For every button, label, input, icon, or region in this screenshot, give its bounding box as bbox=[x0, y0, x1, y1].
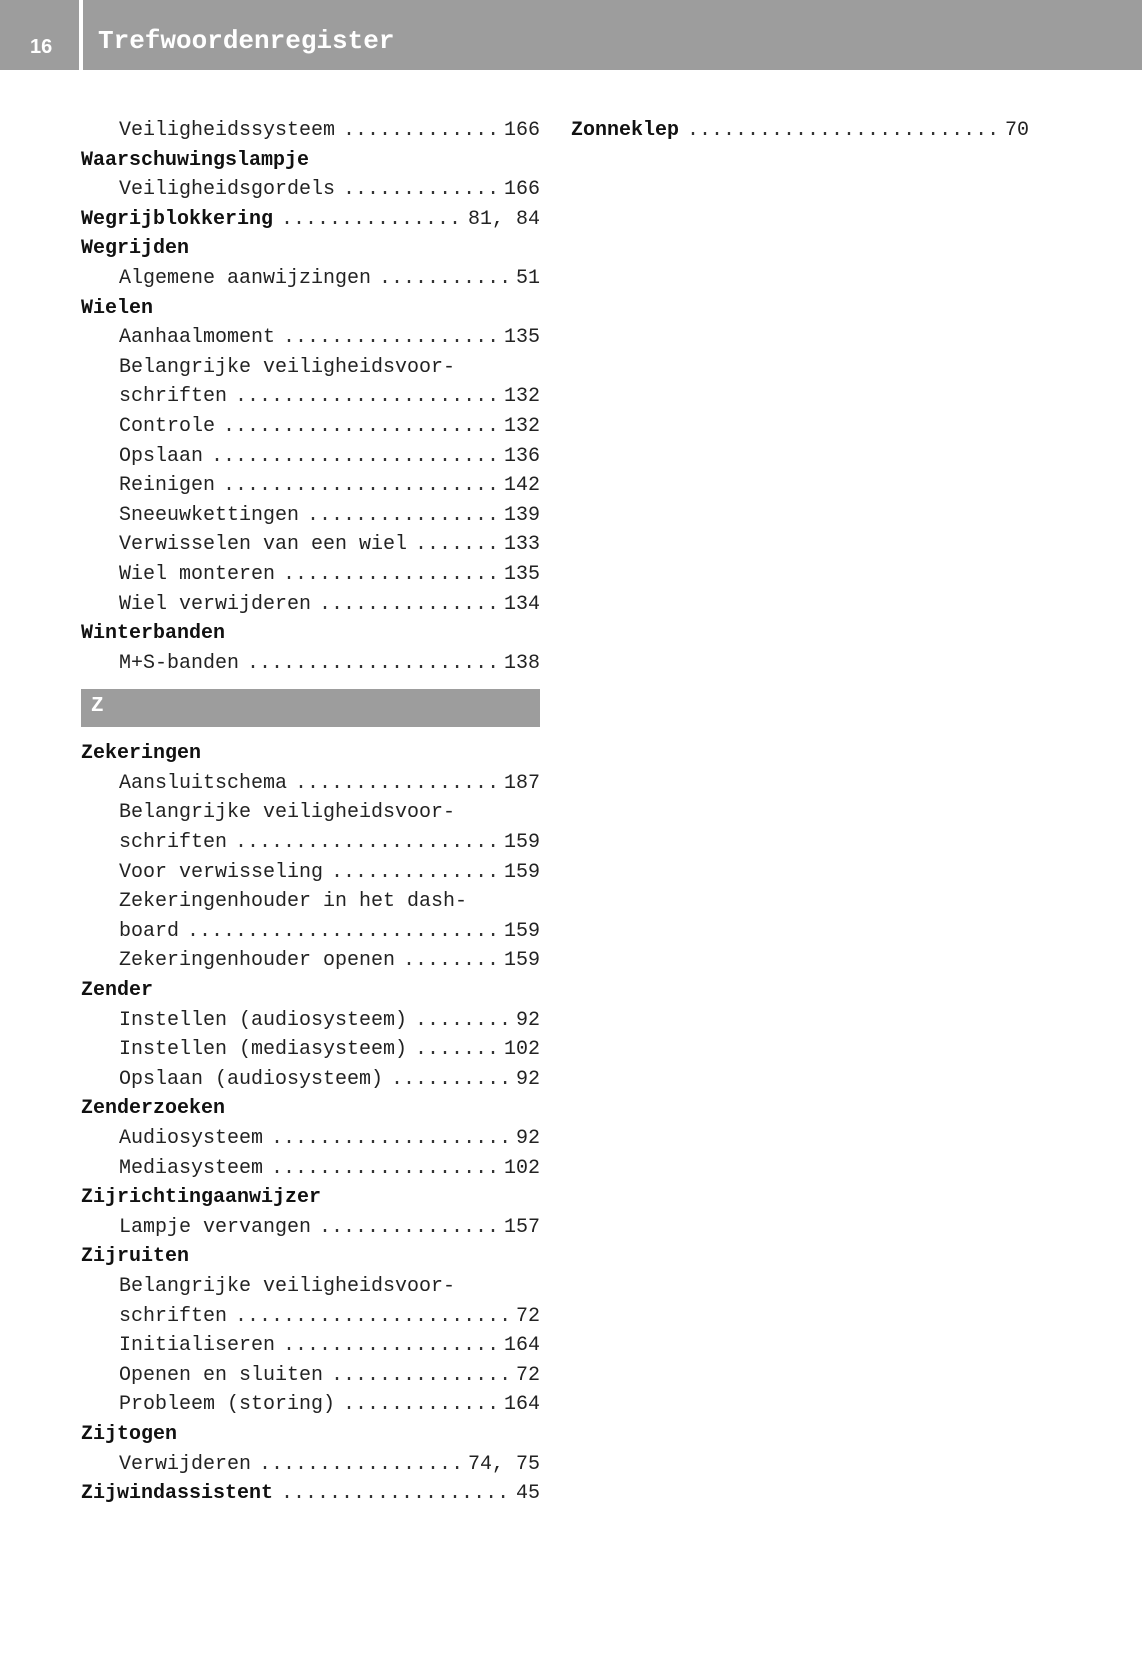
entry-text: Audiosysteem bbox=[119, 1127, 264, 1150]
index-entry bbox=[81, 501, 540, 531]
entry-text: Zijwindassistent bbox=[81, 1482, 274, 1506]
index-entry bbox=[81, 769, 540, 799]
index-entry bbox=[81, 1450, 540, 1480]
entry-text: Zenderzoeken bbox=[81, 1097, 226, 1121]
index-entry bbox=[81, 917, 540, 947]
entry-text: Zijtogen bbox=[81, 1422, 178, 1446]
index-entry bbox=[81, 1213, 540, 1243]
dot-leader bbox=[247, 649, 496, 679]
dot-leader bbox=[331, 858, 496, 888]
index-heading bbox=[81, 205, 540, 235]
entry-text: board bbox=[119, 919, 180, 943]
index-entry bbox=[81, 828, 540, 858]
entry-text: Zekeringen bbox=[81, 742, 202, 766]
entry-text: Opslaan bbox=[119, 444, 204, 468]
dot-leader bbox=[271, 1154, 496, 1184]
index-entry bbox=[81, 353, 540, 383]
entry-text: Waarschuwingslampje bbox=[81, 148, 310, 172]
index-heading bbox=[81, 294, 540, 324]
page-reference: 102 bbox=[503, 1038, 540, 1062]
entry-text: Belangrijke veiligheidsvoor- bbox=[119, 1274, 456, 1298]
entry-text: Wielen bbox=[81, 296, 154, 320]
dot-leader bbox=[283, 1331, 496, 1361]
entry-text: Algemene aanwijzingen bbox=[119, 266, 372, 290]
dot-leader bbox=[281, 205, 460, 235]
dot-leader bbox=[415, 1006, 508, 1036]
dot-leader bbox=[319, 590, 496, 620]
dot-leader bbox=[271, 1124, 508, 1154]
page-reference: 138 bbox=[503, 651, 540, 675]
index-heading bbox=[81, 1420, 540, 1450]
entry-text: Veiligheidsgordels bbox=[119, 178, 336, 202]
index-heading bbox=[81, 234, 540, 264]
index-entry bbox=[81, 530, 540, 560]
dot-leader bbox=[307, 501, 496, 531]
entry-text: Wiel monteren bbox=[119, 562, 276, 586]
entry-text: Controle bbox=[119, 414, 216, 438]
index-entry bbox=[81, 382, 540, 412]
page-reference: 166 bbox=[503, 119, 540, 142]
entry-text: Winterbanden bbox=[81, 622, 226, 646]
dot-leader bbox=[331, 1361, 508, 1391]
entry-text: Instellen (mediasysteem) bbox=[119, 1038, 408, 1062]
entry-text: schriften bbox=[119, 385, 228, 409]
dot-leader bbox=[379, 264, 508, 294]
page-reference: 135 bbox=[503, 326, 540, 350]
page-reference: 164 bbox=[503, 1334, 540, 1358]
entry-text: M+S-banden bbox=[119, 651, 240, 675]
page-title: Trefwoordenregister bbox=[98, 26, 395, 56]
page-reference: 51 bbox=[515, 266, 540, 290]
page-reference: 159 bbox=[503, 860, 540, 884]
page-reference: 72 bbox=[515, 1363, 540, 1387]
dot-leader bbox=[415, 1035, 496, 1065]
dot-leader bbox=[319, 1213, 496, 1243]
index-heading bbox=[81, 1183, 540, 1213]
entry-text: Zender bbox=[81, 979, 154, 1003]
index-entry bbox=[81, 471, 540, 501]
entry-text: Zijrichtingaanwijzer bbox=[81, 1186, 322, 1210]
page-reference: 132 bbox=[503, 414, 540, 438]
entry-text: Belangrijke veiligheidsvoor- bbox=[119, 801, 456, 825]
entry-text: Zekeringenhouder openen bbox=[119, 949, 396, 973]
entry-text: Zonneklep bbox=[571, 119, 680, 142]
dot-leader bbox=[187, 917, 496, 947]
page-reference: 164 bbox=[503, 1393, 540, 1417]
index-entry bbox=[81, 175, 540, 205]
page-reference: 139 bbox=[503, 503, 540, 527]
index-heading bbox=[81, 739, 540, 769]
page-reference: 136 bbox=[503, 444, 540, 468]
index-entry bbox=[81, 1302, 540, 1332]
section-header-z bbox=[81, 689, 540, 727]
section-letter: Z bbox=[91, 695, 104, 719]
index-entry bbox=[81, 442, 540, 472]
index-heading bbox=[81, 976, 540, 1006]
entry-text: Openen en sluiten bbox=[119, 1363, 324, 1387]
index-entry bbox=[81, 1006, 540, 1036]
page-reference: 92 bbox=[515, 1008, 540, 1032]
page-reference: 134 bbox=[503, 592, 540, 616]
entry-text: schriften bbox=[119, 831, 228, 855]
dot-leader bbox=[235, 828, 496, 858]
index-column-right bbox=[571, 116, 1029, 146]
page-reference: 70 bbox=[1004, 119, 1029, 142]
page-reference: 166 bbox=[503, 178, 540, 202]
header-divider bbox=[79, 0, 83, 70]
entry-text: Belangrijke veiligheidsvoor- bbox=[119, 355, 456, 379]
dot-leader bbox=[403, 946, 496, 976]
dot-leader bbox=[415, 530, 496, 560]
index-entry bbox=[81, 1035, 540, 1065]
entry-text: Wegrijden bbox=[81, 237, 190, 261]
entry-text: Zijruiten bbox=[81, 1245, 190, 1269]
page-reference: 72 bbox=[515, 1304, 540, 1328]
dot-leader bbox=[259, 1450, 460, 1480]
page-reference: 187 bbox=[503, 771, 540, 795]
entry-text: Reinigen bbox=[119, 474, 216, 498]
index-entry bbox=[81, 1272, 540, 1302]
index-entry bbox=[81, 590, 540, 620]
index-list-z bbox=[81, 739, 540, 1508]
entry-text: Voor verwisseling bbox=[119, 860, 324, 884]
entry-text: Wiel verwijderen bbox=[119, 592, 312, 616]
page-reference: 81, 84 bbox=[467, 207, 540, 231]
index-entry bbox=[81, 412, 540, 442]
entry-text: Verwisselen van een wiel bbox=[119, 533, 408, 557]
index-entry bbox=[81, 649, 540, 679]
page-reference: 135 bbox=[503, 562, 540, 586]
index-heading bbox=[81, 1242, 540, 1272]
page-reference: 132 bbox=[503, 385, 540, 409]
dot-leader bbox=[211, 442, 496, 472]
dot-leader bbox=[223, 471, 496, 501]
index-entry bbox=[81, 323, 540, 353]
entry-text: Lampje vervangen bbox=[119, 1215, 312, 1239]
page-reference: 92 bbox=[515, 1067, 540, 1091]
page-reference: 92 bbox=[515, 1127, 540, 1150]
entry-text: Mediasysteem bbox=[119, 1156, 264, 1180]
page-header bbox=[0, 0, 1142, 70]
index-list-right bbox=[571, 116, 1029, 146]
dot-leader bbox=[295, 769, 496, 799]
entry-text: Sneeuwkettingen bbox=[119, 503, 300, 527]
page-reference: 74, 75 bbox=[467, 1452, 540, 1476]
index-list-w bbox=[81, 116, 540, 678]
index-entry bbox=[81, 887, 540, 917]
index-entry bbox=[81, 798, 540, 828]
index-heading bbox=[81, 1479, 540, 1509]
index-entry bbox=[81, 858, 540, 888]
entry-text: Aanhaalmoment bbox=[119, 326, 276, 350]
index-entry bbox=[81, 1390, 540, 1420]
page-reference: 159 bbox=[503, 919, 540, 943]
dot-leader bbox=[283, 323, 496, 353]
index-entry bbox=[81, 264, 540, 294]
entry-text: Wegrijblokkering bbox=[81, 207, 274, 231]
entry-text: Probleem (storing) bbox=[119, 1393, 336, 1417]
dot-leader bbox=[343, 116, 496, 146]
entry-text: Verwijderen bbox=[119, 1452, 252, 1476]
entry-text: Zekeringenhouder in het dash- bbox=[119, 890, 468, 914]
page-reference: 159 bbox=[503, 949, 540, 973]
dot-leader bbox=[235, 1302, 508, 1332]
index-entry bbox=[81, 560, 540, 590]
dot-leader bbox=[235, 382, 496, 412]
page-reference: 142 bbox=[503, 474, 540, 498]
dot-leader bbox=[343, 175, 496, 205]
index-heading bbox=[81, 619, 540, 649]
page-reference: 159 bbox=[503, 831, 540, 855]
page-reference: 45 bbox=[515, 1482, 540, 1506]
index-entry bbox=[81, 1331, 540, 1361]
entry-text: Aansluitschema bbox=[119, 771, 288, 795]
entry-text: Instellen (audiosysteem) bbox=[119, 1008, 408, 1032]
index-heading bbox=[81, 146, 540, 176]
index-entry bbox=[81, 1361, 540, 1391]
index-entry bbox=[81, 1124, 540, 1154]
index-entry bbox=[81, 946, 540, 976]
dot-leader bbox=[391, 1065, 508, 1095]
page-number: 16 bbox=[30, 36, 53, 58]
index-entry bbox=[81, 116, 540, 146]
dot-leader bbox=[687, 116, 997, 146]
entry-text: Veiligheidssysteem bbox=[119, 119, 336, 142]
page-reference: 157 bbox=[503, 1215, 540, 1239]
entry-text: Opslaan (audiosysteem) bbox=[119, 1067, 384, 1091]
dot-leader bbox=[223, 412, 496, 442]
index-column-left bbox=[81, 116, 540, 1509]
entry-text: schriften bbox=[119, 1304, 228, 1328]
index-heading bbox=[81, 1094, 540, 1124]
dot-leader bbox=[283, 560, 496, 590]
entry-text: Initialiseren bbox=[119, 1334, 276, 1358]
dot-leader bbox=[343, 1390, 496, 1420]
dot-leader bbox=[281, 1479, 508, 1509]
index-entry bbox=[81, 1154, 540, 1184]
page-reference: 102 bbox=[503, 1156, 540, 1180]
page-reference: 133 bbox=[503, 533, 540, 557]
index-entry bbox=[81, 1065, 540, 1095]
index-heading bbox=[571, 116, 1029, 146]
